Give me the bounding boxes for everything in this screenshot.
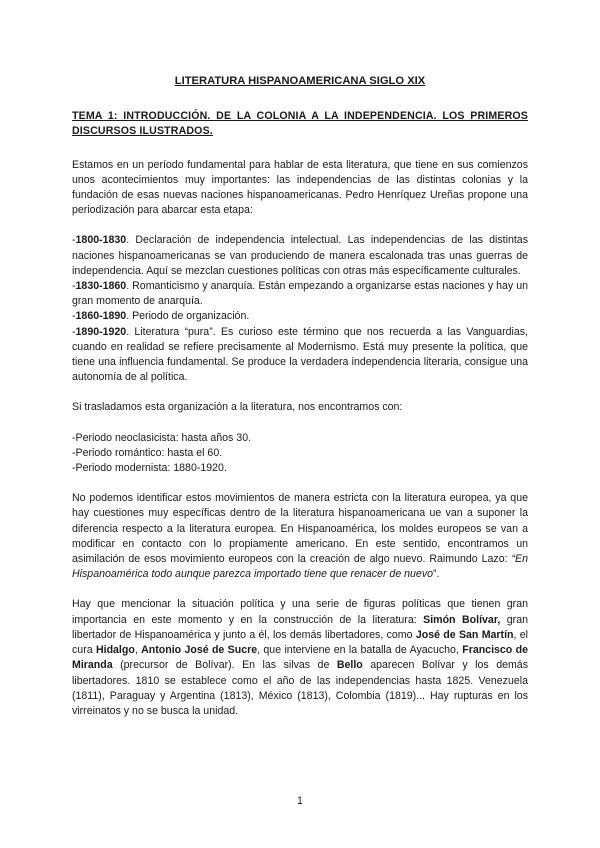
period-item: -1860-1890. Periodo de organización. (72, 310, 250, 323)
document-page (72, 66, 528, 719)
period-item: -1830-1860. Romanticismo y anarquía. Están empezando a organizarse estas naciones y hay un gran momento de anarquía. (72, 280, 528, 308)
period-item: -1800-1830. Declaración de independencia intelectual. Las independencias de las distintas naciones hispanoamericanas se van produciendo de manera escalonada tras unas guerras de independencia. Aquí se mezclan cuestiones políticas con otras más específicamente culturales. (72, 234, 528, 277)
period-list (72, 233, 528, 385)
chapter-heading: TEMA 1: INTRODUCCIÓN. DE LA COLONIA A LA INDEPENDENCIA. LOS PRIMEROS DISCURSOS ILUSTRADOS. (72, 110, 528, 138)
transition-paragraph: Si trasladamos esta organización a la literatura, nos encontramos con: (72, 401, 403, 414)
literary-period-item: -Periodo modernista: 1880-1920. (72, 462, 227, 475)
period-item: -1890-1920. Literatura “pura”. Es curioso este término que nos recuerda a las Vanguardias, cuando en realidad se refiere precisamente al Modernismo. Está muy presente la política, que tiene una influencia fundamental. Se produce la verdadera independencia literaria, consigue una autonomía de al política. (72, 325, 528, 384)
literary-period-list (72, 431, 528, 477)
literary-period-item: -Periodo romántico: hasta el 60. (72, 446, 223, 459)
document-title: LITERATURA HISPANOAMERICANA SIGLO XIX (174, 75, 426, 87)
literary-period-item: -Periodo neoclasicista: hasta años 30. (72, 431, 252, 444)
lazo-quote: “En Hispanoamérica todo aunque parezca importado tiene que renacer de nuevo (72, 553, 528, 581)
page-number: 1 (297, 795, 303, 807)
politics-paragraph: Hay que mencionar la situación política y una serie de figuras políticas que tienen gran importancia en este momento y en la construcción de la literatura: Simón Bolívar, gran libertador de Hispanoamérica y junto a él, los demás libertadores, como José de San Martín, el cura Hidalgo, Antonio José de Sucre, que interviene en la batalla de Ayacucho, Francisco de Miranda (precursor de Bolívar). En las silvas de Bello aparecen Bolívar y los demás libertadores. 1810 se establece como el año de las independencias hasta 1825. Venezuela (1811), Paraguay y Argentina (1813), México (1813), Colombia (1819)... Hay rupturas en los virreinatos y no se busca la unidad. (72, 598, 528, 717)
intro-paragraph: Estamos en un período fundamental para hablar de esta literatura, que tiene en sus comienzos unos acontecimientos muy importantes: las independencias de las distintas colonias y la fundación de esas nuevas naciones hispanoamericanas. Pedro Henríquez Ureñas propone una periodización para abarcar esta etapa: (72, 158, 528, 217)
europe-paragraph: No podemos identificar estos movimientos de manera estricta con la literatura europea, ya que hay cuestiones muy específicas dentro de la literatura hispanoamericana ue van a suponer la diferencia respecto a la literatura europea. En Hispanoamérica, los moldes europeos se van a modificar en contacto con lo propiamente americano. En este sentido, encontramos un asimilación de esos movimiento europeos con la creación de algo nuevo. Raimundo Lazo: “En Hispanoamérica todo aunque parezca importado tiene que renacer de nuevo”. (72, 492, 528, 581)
